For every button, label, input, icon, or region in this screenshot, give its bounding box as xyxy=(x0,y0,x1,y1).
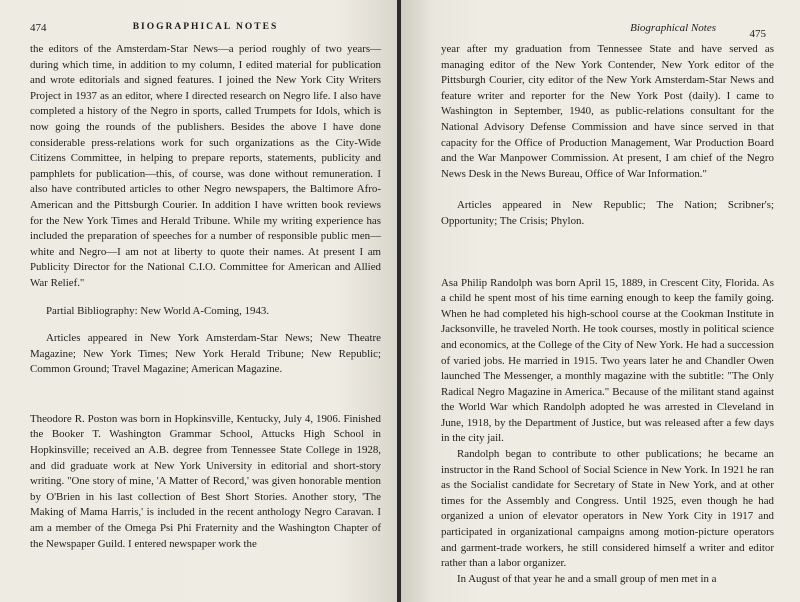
paragraph-continuation: the editors of the Amsterdam-Star News—a period roughly of two years—during which time, in addition to my column, I edited material for publication and wrote editorials and signed features. I joined the New York City Writers Project in 1937 as an editor, where I directed research on Negro life. I also have completed a history of the Negro in sports, called Trumpets for Idols, which is now going the rounds of the publishers. Besides the above I have done considerable press-relations work for such organizations as the City-Wide Citizens Committee, in helping to prepare reports, statements, publicity and pamphlets for publication—this, of course, was done without remuneration. I also have contributed articles to other Negro newspapers, the Baltimore Afro-American and the Pittsburgh Courier. In addition I have written book reviews for the New York Times and Herald Tribune. While my writing experience has included the preparation of speeches for a number of responsible public men—white and Negro—I am not at liberty to quote their names. At present I am Publicity Director for the National C.I.O. Committee for American and Allied War Relief." xyxy=(30,43,381,289)
paragraph-poston-bio: Theodore R. Poston was born in Hopkinsville, Kentucky, July 4, 1906. Finished the Booker T. Washington Grammar School, Attucks High School in Hopkinsville; received an A.B. degree from Tennessee State College in 1928, and did graduate work at New York University in editorial and short-story writing. "One story of mine, 'A Matter of Record,' was given honorable mention by O'Brien in his last collection of Best Short Stories. Another story, 'The Making of Mama Harris,' is included in the recent anthology Negro Caravan. I am a member of the Omega Psi Phi Fraternity and the Washington Chapter of the Newspaper Guild. I entered newspaper work the xyxy=(30,412,381,550)
paragraph-poston-continued: year after my graduation from Tennessee State and have served as managing editor of the New York Contender, New York editor of the Pittsburgh Courier, city editor of the New York Amsterdam-Star News and feature writer and reporter for the New York Post (daily). I came to Washington in September, 1940, as public-relations consultant for the National Advisory Defense Commission and have since served in that capacity for the Office of Production Management, War Production Board and the War Manpower Commission. At present, I am chief of the Negro News Desk in the News Bureau, Office of War Information." xyxy=(441,43,774,180)
paragraph-randolph-career: Randolph began to contribute to other publications; he became an instructor in the Rand School of Social Science in New York. In 1921 he ran as the Socialist candidate for Secretary of State in New York, and at other times for the Assembly and Congress. Until 1925, even though he had organized a union of elevator operators in New York City in 1917 and participated in organizational campaigns among motion-picture operators and garment-trade workers, he still considered himself a writer and editor rather than a labor organizer. xyxy=(441,448,774,570)
right-page-number: 475 xyxy=(749,28,766,40)
left-page xyxy=(0,0,397,602)
right-page xyxy=(401,0,800,602)
paragraph-articles: Articles appeared in New York Amsterdam-Star News; New Theatre Magazine; New York Times; New York Herald Tribune; New Republic; Common Ground; Travel Magazine; American Magazine. xyxy=(30,332,381,376)
left-running-head xyxy=(30,22,381,42)
right-running-head xyxy=(441,22,774,42)
left-running-title: BIOGRAPHICAL NOTES xyxy=(132,22,279,32)
paragraph-poston-articles: Articles appeared in New Republic; The Nation; Scribner's; Opportunity; The Crisis; Phylon. xyxy=(441,199,774,227)
right-running-title: Biographical Notes xyxy=(630,22,716,34)
left-page-number: 474 xyxy=(30,22,47,34)
paragraph-randolph-continued: In August of that year he and a small group of men met in a xyxy=(457,572,717,585)
paragraph-randolph-bio: Asa Philip Randolph was born April 15, 1889, in Crescent City, Florida. As a child he spent most of his time earning enough to keep the family going. When he had completed his high-school course at the Cookman Institute in Jacksonville, he traveled North. He took courses, mostly in political science and economics, at the College of the City of New York. He had a succession of varied jobs. He married in 1915. Two years later he and Chandler Owen launched The Messenger, a monthly magazine with the subtitle: "The Only Radical Negro Magazine in America." Because of the militant stand against the World War which Randolph adopted he was arrested in Cleveland in June, 1918, by the Department of Justice, but was released after a few days in the city jail. xyxy=(441,276,774,445)
paragraph-bibliography: Partial Bibliography: New World A-Coming, 1943. xyxy=(46,304,270,317)
